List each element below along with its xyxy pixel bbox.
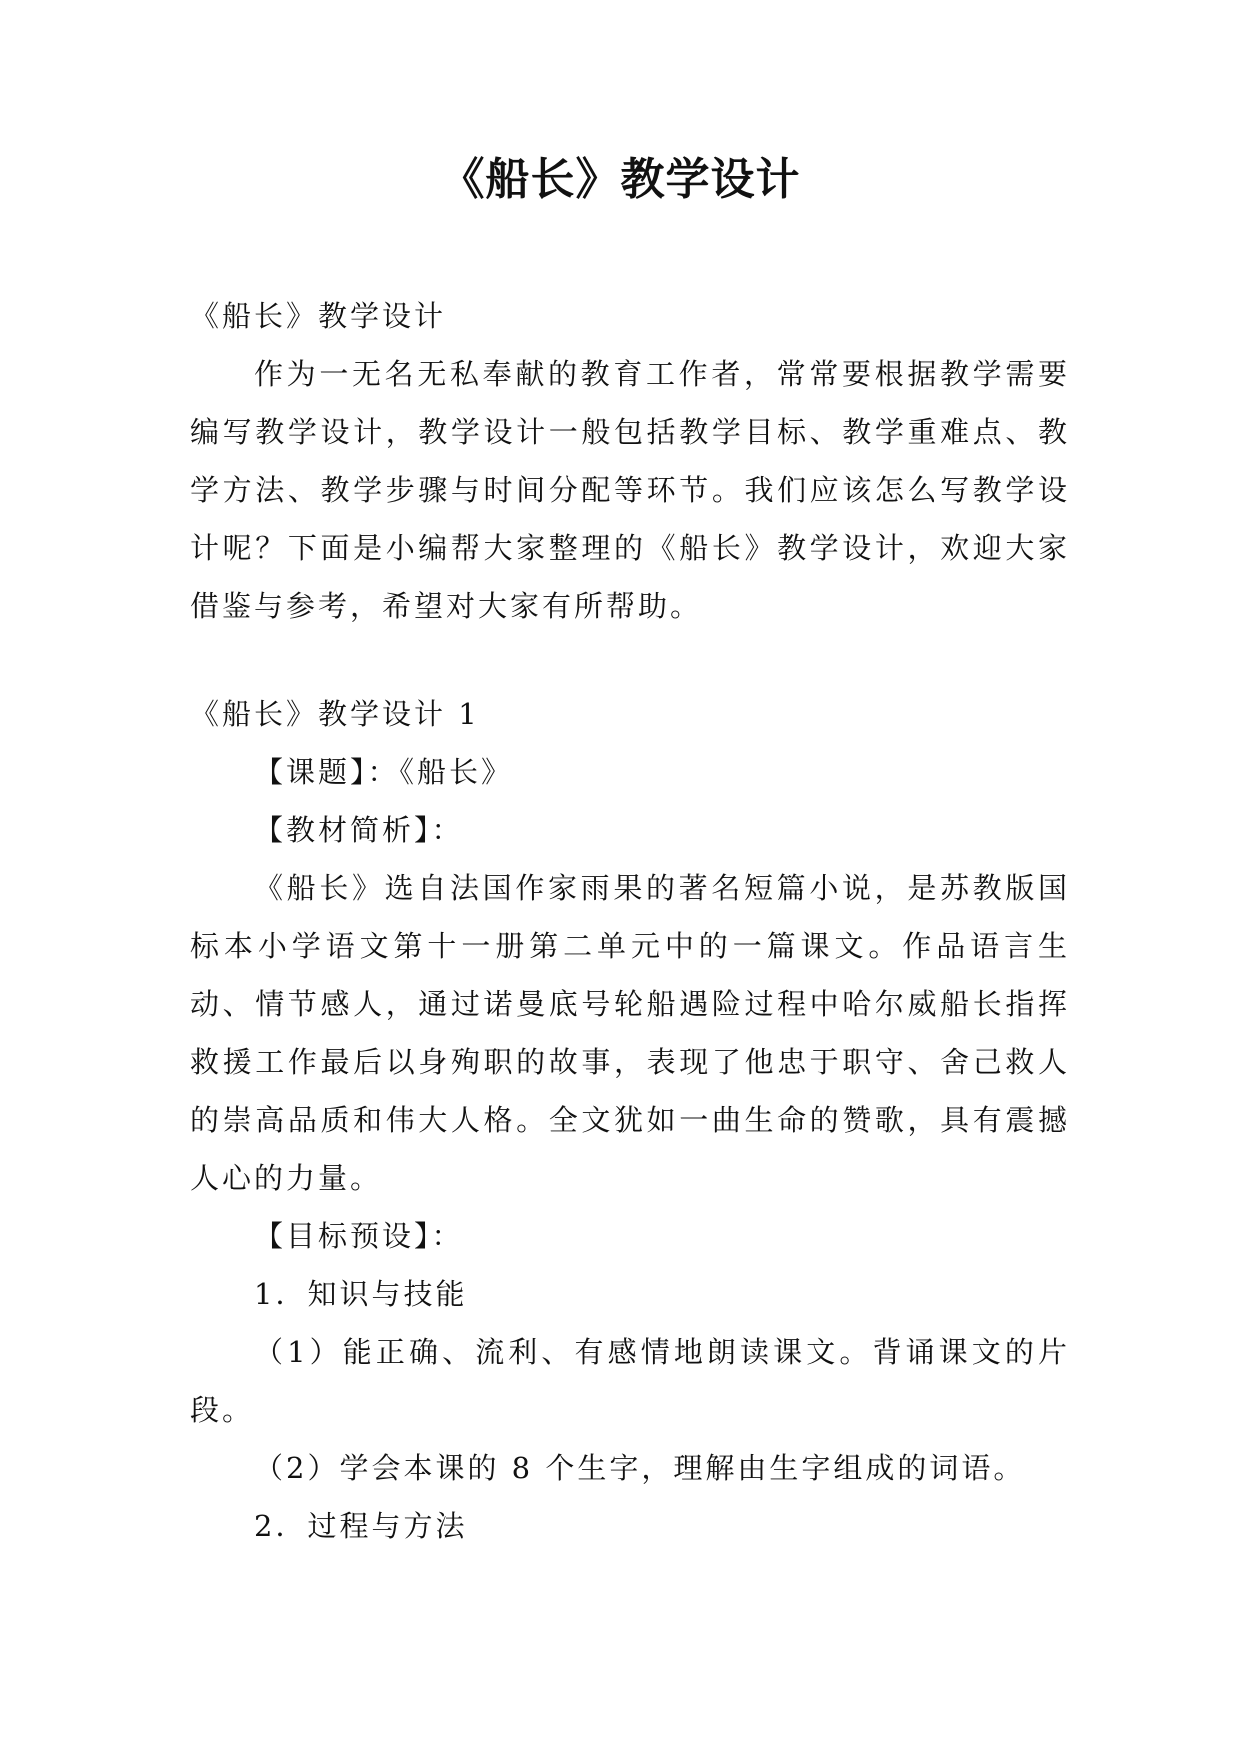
goal-heading-1: 1．知识与技能 [254,1277,468,1311]
section-heading: 《船长》教学设计 1 [190,697,480,731]
goal-item-1: （1）能正确、流利、有感情地朗读课文。背诵课文的片段。 [190,1335,1070,1427]
topic-line: 【课题】：《船长》 [254,755,514,789]
document-subtitle: 《船长》教学设计 [190,299,447,333]
goal-heading-2: 2．过程与方法 [254,1509,468,1543]
goals-heading: 【目标预设】： [254,1219,464,1253]
analysis-heading: 【教材简析】： [254,813,464,847]
document-title: 《船长》教学设计 [440,154,801,205]
goal-item-2: （2）学会本课的 8 个生字，理解由生字组成的词语。 [254,1451,1026,1485]
document-body [190,287,1070,1555]
intro-paragraph: 作为一无名无私奉献的教育工作者，常常要根据教学需要编写教学设计，教学设计一般包括教学目标、教学重难点、教学方法、教学步骤与时间分配等环节。我们应该怎么写教学设计呢？下面是小编帮大家整理的《船长》教学设计，欢迎大家借鉴与参考，希望对大家有所帮助。 [190,357,1070,623]
spacer [190,635,1070,655]
analysis-paragraph: 《船长》选自法国作家雨果的著名短篇小说，是苏教版国标本小学语文第十一册第二单元中的一篇课文。作品语言生动、情节感人，通过诺曼底号轮船遇险过程中哈尔威船长指挥救援工作最后以身殉职的故事，表现了他忠于职守、舍己救人的崇高品质和伟大人格。全文犹如一曲生命的赞歌，具有震撼人心的力量。 [190,871,1070,1195]
